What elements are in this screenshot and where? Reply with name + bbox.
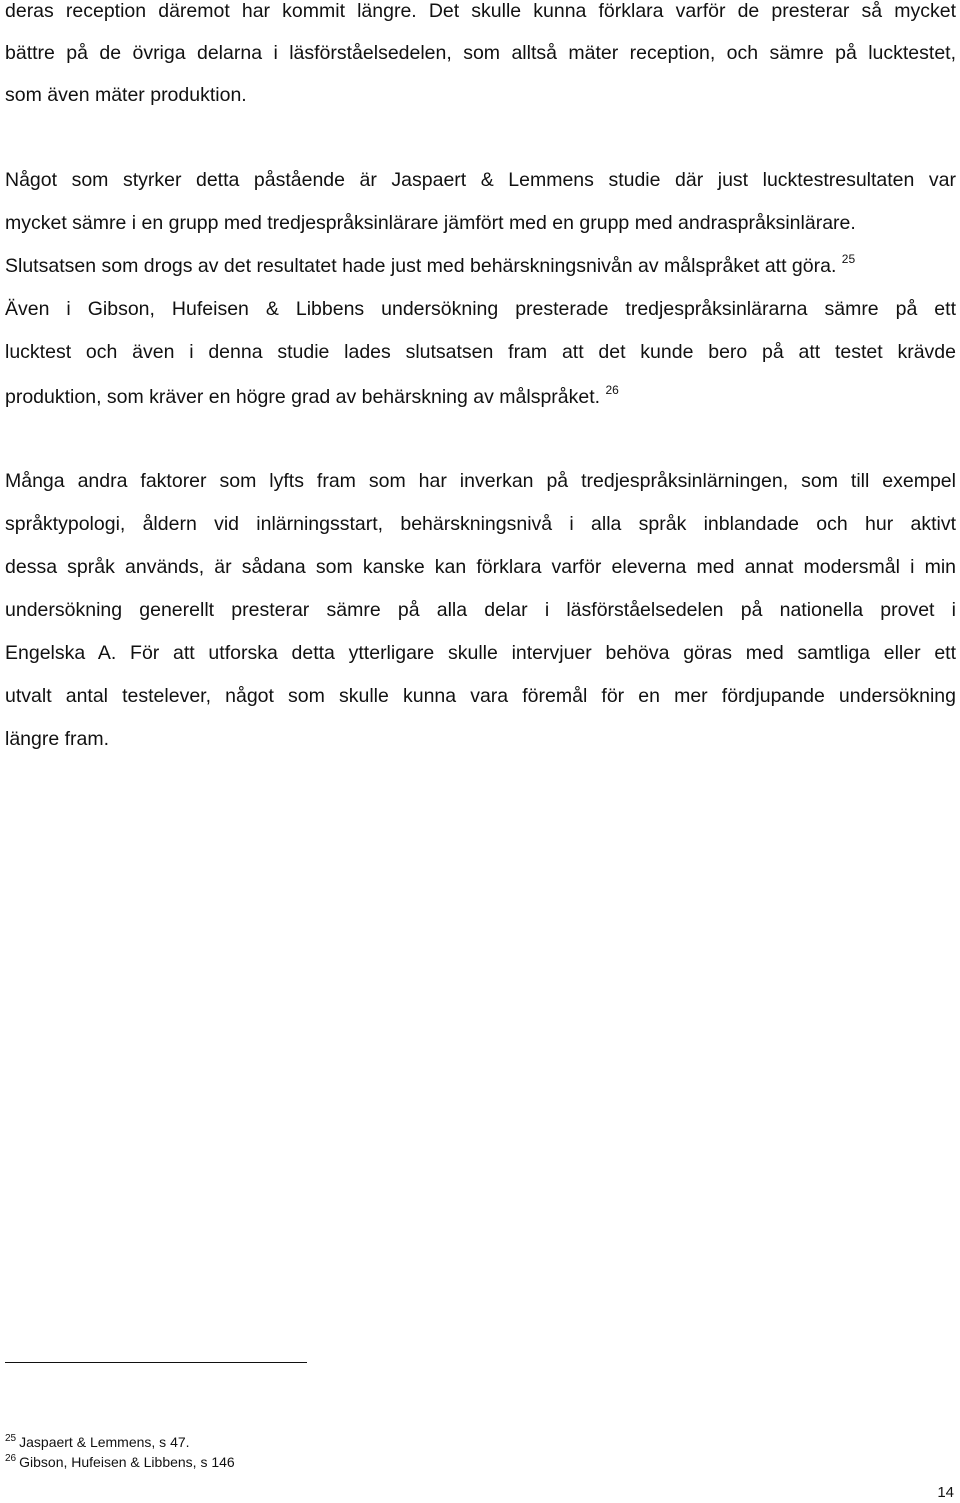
footnote-text: Jaspaert & Lemmens, s 47. xyxy=(19,1434,190,1450)
page-number: 14 xyxy=(937,1484,954,1501)
text-line: lucktest och även i denna studie lades slutsatsen fram att det kunde bero på att testet krävde xyxy=(5,341,956,363)
footnote-25 xyxy=(5,1434,190,1450)
text-line: undersökning generellt presterar sämre på alla delar i läsförståelsedelen på nationella provet i xyxy=(5,599,956,621)
footnote-ref-25[interactable]: 25 xyxy=(841,252,856,266)
text-line: bättre på de övriga delarna i läsförståelsedelen, som alltså mäter reception, och sämre på lucktestet, xyxy=(5,42,956,64)
footnote-ref-26[interactable]: 26 xyxy=(605,383,619,397)
text-line xyxy=(5,252,956,277)
text-line: utvalt antal testelever, något som skulle kunna vara föremål för en mer fördjupande undersökning xyxy=(5,685,956,707)
text-line: Även i Gibson, Hufeisen & Libbens undersökning presterade tredjespråksinlärarna sämre på ett xyxy=(5,298,956,320)
text-line xyxy=(5,383,956,408)
text-line: språktypologi, åldern vid inlärningsstart, behärskningsnivå i alla språk inblandade och hur aktivt xyxy=(5,513,956,535)
footnote-number: 25 xyxy=(5,1433,17,1444)
text-line: Engelska A. För att utforska detta ytterligare skulle intervjuer behöva göras med samtliga eller ett xyxy=(5,642,956,664)
text-line: som även mäter produktion. xyxy=(5,84,247,106)
footnote-text: Gibson, Hufeisen & Libbens, s 146 xyxy=(19,1454,235,1470)
text-line: längre fram. xyxy=(5,728,110,750)
text-line: Många andra faktorer som lyfts fram som har inverkan på tredjespråksinlärningen, som till exempel xyxy=(5,470,956,492)
text-line-content: produktion, som kräver en högre grad av behärskning av målspråket. xyxy=(5,386,601,408)
text-line: Något som styrker detta påstående är Jaspaert & Lemmens studie där just lucktestresultaten var xyxy=(5,169,956,191)
text-line: deras reception däremot har kommit längre. Det skulle kunna förklara varför de presterar så mycket xyxy=(5,0,956,22)
footnote-separator xyxy=(5,1362,307,1363)
text-line-content: Slutsatsen som drogs av det resultatet hade just med behärskningsnivån av målspråket att göra. xyxy=(5,255,837,277)
text-line: dessa språk används, är sådana som kanske kan förklara varför eleverna med annat modersmål i min xyxy=(5,556,956,578)
footnote-number: 26 xyxy=(5,1453,17,1464)
footnote-26 xyxy=(5,1454,235,1470)
text-line: mycket sämre i en grupp med tredjespråksinlärare jämfört med en grupp med andraspråksinlärare. xyxy=(5,212,856,234)
